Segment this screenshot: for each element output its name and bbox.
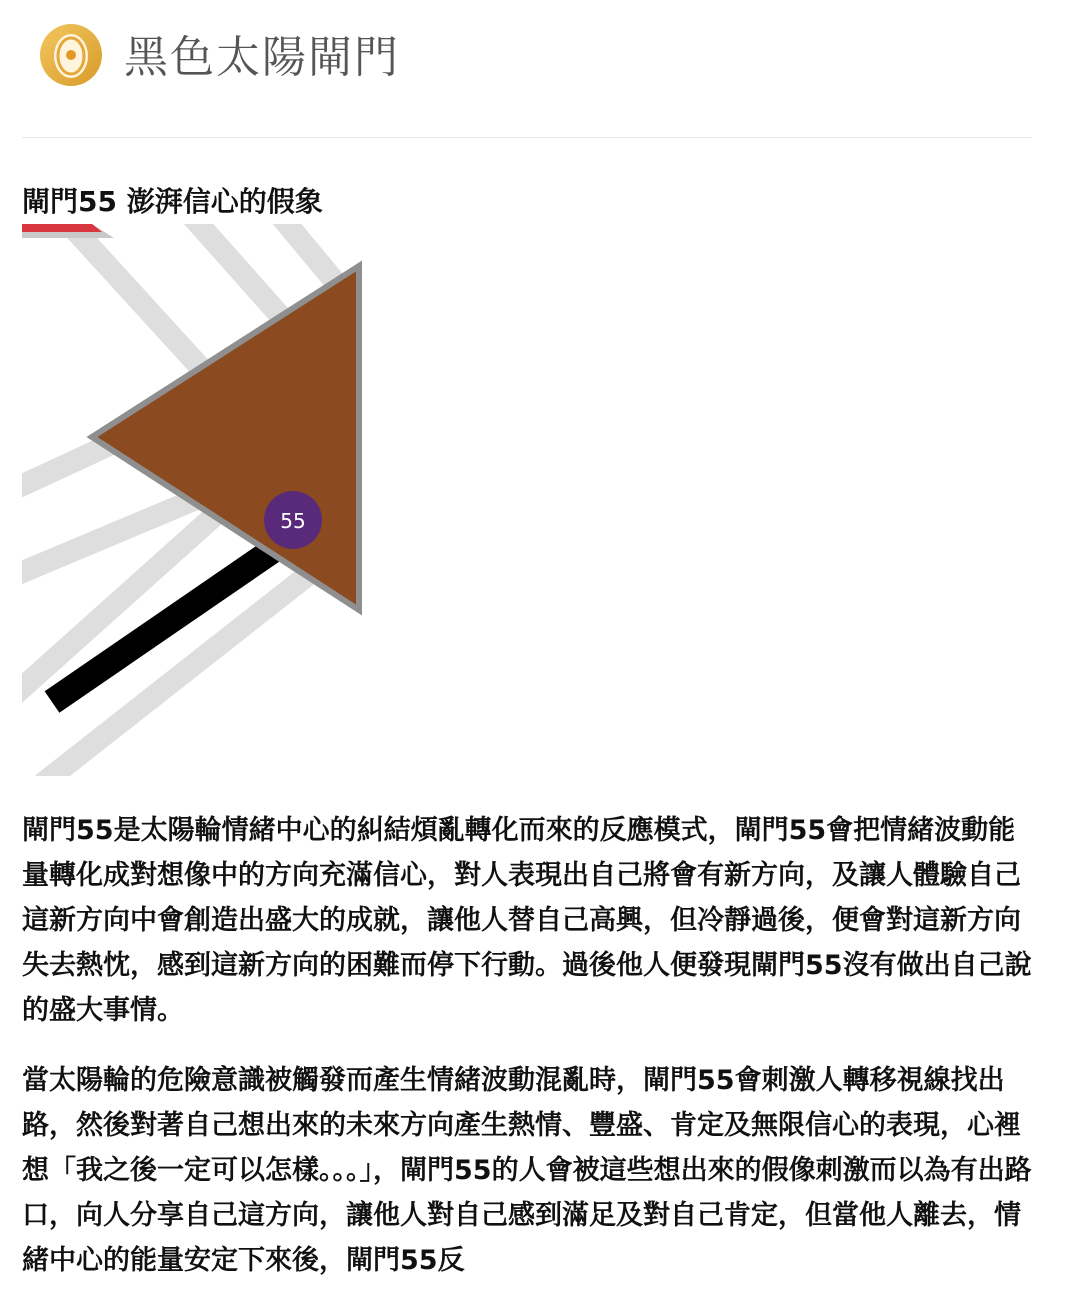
site-title[interactable]: 黑色太陽閘門	[124, 32, 400, 83]
accent-stripe	[22, 224, 102, 232]
paragraph: 當太陽輪的危險意識被觸發而產生情緒波動混亂時，閘門55會刺激人轉移視線找出路，然後對著自己想出來的未來方向產生熱情、豐盛、肯定及無限信心的表現，心裡想「我之後一定可以怎樣。。。」，閘門55的人會被這些想出來的假像刺激而以為有出路口，向人分享自己這方向，讓他人對自己感到滿足及對自己肯定，但當他人離去，情緒中心的能量安定下來後，閘門55反	[22, 1065, 1032, 1276]
paragraph: 閘門55是太陽輪情緒中心的糾結煩亂轉化而來的反應模式，閘門55會把情緒波動能量轉化成對想像中的方向充滿信心，對人表現出自己將會有新方向，及讓人體驗自己這新方向中會創造出盛大的成就，讓他人替自己高興，但冷靜過後，便會對這新方向失去熱忱，感到這新方向的困難而停下行動。過後他人便發現閘門55沒有做出自己說的盛大事情。	[22, 815, 1032, 1026]
bodygraph-figure	[22, 224, 442, 776]
solar-plexus-center	[92, 266, 359, 610]
post-title: 閘門55 澎湃信心的假象	[22, 185, 323, 218]
site-header	[0, 0, 1066, 138]
site-logo[interactable]	[38, 22, 104, 88]
gate-55-badge	[264, 491, 322, 549]
sun-ring-icon	[38, 22, 104, 88]
post-content	[22, 808, 1032, 1308]
gate-number: 55	[280, 509, 306, 533]
header-divider	[22, 137, 1032, 138]
bodygraph-image	[22, 224, 442, 776]
